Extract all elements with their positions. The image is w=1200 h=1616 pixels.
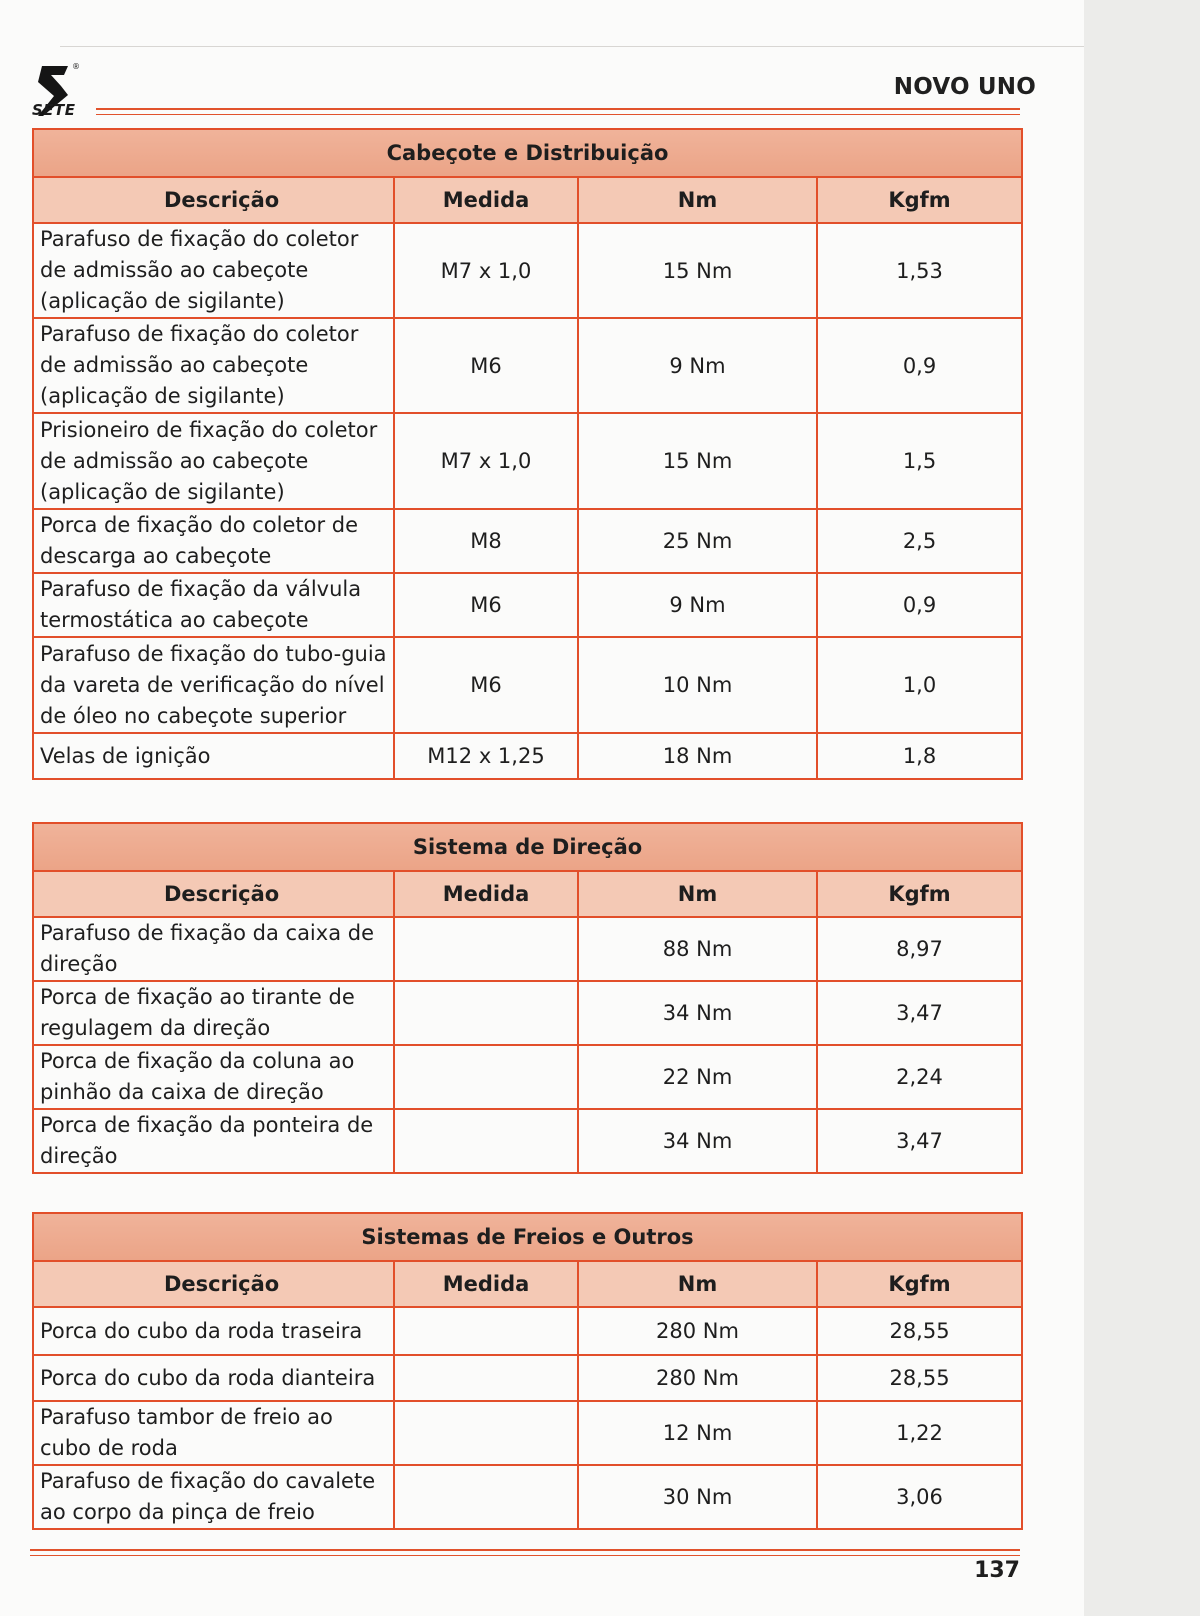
cell-kgfm: 0,9	[817, 318, 1022, 413]
table-row	[33, 1401, 1022, 1465]
cell-descricao: Parafuso de fixação do cavalete ao corpo da pinça de freio	[33, 1465, 394, 1529]
cell-medida: M8	[394, 509, 578, 573]
cell-descricao: Porca de fixação da ponteira de direção	[33, 1109, 394, 1173]
cell-kgfm: 3,47	[817, 1109, 1022, 1173]
cell-descricao: Prisioneiro de fixação do coletor de admissão ao cabeçote (aplicação de sigilante)	[33, 413, 394, 509]
cell-kgfm: 8,97	[817, 917, 1022, 981]
cell-kgfm: 2,24	[817, 1045, 1022, 1109]
table-row	[33, 1307, 1022, 1355]
cell-descricao: Porca do cubo da roda traseira	[33, 1307, 394, 1355]
table-row	[33, 1045, 1022, 1109]
footer-rule	[30, 1549, 1020, 1551]
cell-descricao: Parafuso de fixação do coletor de admissão ao cabeçote (aplicação de sigilante)	[33, 318, 394, 413]
cell-nm: 18 Nm	[578, 733, 817, 779]
cell-nm: 25 Nm	[578, 509, 817, 573]
cell-medida	[394, 1401, 578, 1465]
cell-kgfm: 2,5	[817, 509, 1022, 573]
table-row	[33, 318, 1022, 413]
table-title: Sistema de Direção	[33, 823, 1022, 871]
cell-nm: 12 Nm	[578, 1401, 817, 1465]
cell-medida	[394, 1355, 578, 1401]
cell-nm: 88 Nm	[578, 917, 817, 981]
column-header-nm: Nm	[578, 871, 817, 917]
cell-nm: 34 Nm	[578, 1109, 817, 1173]
cell-medida	[394, 917, 578, 981]
column-header-descricao: Descrição	[33, 871, 394, 917]
cell-nm: 30 Nm	[578, 1465, 817, 1529]
cell-nm: 15 Nm	[578, 223, 817, 318]
column-header-descricao: Descrição	[33, 177, 394, 223]
cell-medida: M7 x 1,0	[394, 413, 578, 509]
cell-descricao: Parafuso de fixação da válvula termostática ao cabeçote	[33, 573, 394, 637]
table-cabecote-distribuicao	[32, 128, 1023, 780]
cell-nm: 10 Nm	[578, 637, 817, 733]
column-header-kgfm: Kgfm	[817, 871, 1022, 917]
cell-descricao: Parafuso de fixação da caixa de direção	[33, 917, 394, 981]
cell-medida: M12 x 1,25	[394, 733, 578, 779]
table-row	[33, 509, 1022, 573]
table-row	[33, 1465, 1022, 1529]
cell-kgfm: 1,8	[817, 733, 1022, 779]
table-sistema-direcao	[32, 822, 1023, 1174]
cell-medida	[394, 981, 578, 1045]
cell-medida	[394, 1109, 578, 1173]
table-row	[33, 981, 1022, 1045]
cell-medida: M6	[394, 637, 578, 733]
cell-nm: 34 Nm	[578, 981, 817, 1045]
cell-nm: 22 Nm	[578, 1045, 817, 1109]
cell-kgfm: 0,9	[817, 573, 1022, 637]
cell-nm: 280 Nm	[578, 1307, 817, 1355]
cell-nm: 9 Nm	[578, 318, 817, 413]
table-row	[33, 1109, 1022, 1173]
footer-rule	[30, 1555, 1020, 1556]
table-title: Cabeçote e Distribuição	[33, 129, 1022, 177]
header-rule	[96, 108, 1020, 110]
cell-kgfm: 1,5	[817, 413, 1022, 509]
column-header-medida: Medida	[394, 177, 578, 223]
cell-nm: 280 Nm	[578, 1355, 817, 1401]
cell-descricao: Porca de fixação ao tirante de regulagem da direção	[33, 981, 394, 1045]
table-row	[33, 413, 1022, 509]
cell-medida: M7 x 1,0	[394, 223, 578, 318]
registered-mark-icon: ®	[72, 62, 80, 71]
page-edge	[1084, 0, 1200, 1616]
table-row	[33, 573, 1022, 637]
cell-descricao: Velas de ignição	[33, 733, 394, 779]
column-header-nm: Nm	[578, 177, 817, 223]
cell-kgfm: 1,22	[817, 1401, 1022, 1465]
column-header-medida: Medida	[394, 1261, 578, 1307]
cell-kgfm: 28,55	[817, 1307, 1022, 1355]
cell-medida	[394, 1307, 578, 1355]
table-freios-outros	[32, 1212, 1023, 1530]
table-row	[33, 917, 1022, 981]
page-header-title: NOVO UNO	[893, 74, 1036, 100]
column-header-nm: Nm	[578, 1261, 817, 1307]
cell-kgfm: 3,47	[817, 981, 1022, 1045]
column-header-kgfm: Kgfm	[817, 177, 1022, 223]
table-row	[33, 223, 1022, 318]
cell-kgfm: 3,06	[817, 1465, 1022, 1529]
cell-medida: M6	[394, 318, 578, 413]
column-header-kgfm: Kgfm	[817, 1261, 1022, 1307]
table-row	[33, 1355, 1022, 1401]
cell-descricao: Parafuso de fixação do coletor de admissão ao cabeçote (aplicação de sigilante)	[33, 223, 394, 318]
column-header-medida: Medida	[394, 871, 578, 917]
cell-nm: 9 Nm	[578, 573, 817, 637]
cell-kgfm: 28,55	[817, 1355, 1022, 1401]
cell-descricao: Parafuso tambor de freio ao cubo de roda	[33, 1401, 394, 1465]
cell-descricao: Parafuso de fixação do tubo-guia da vareta de verificação do nível de óleo no cabeçote superior	[33, 637, 394, 733]
table-title: Sistemas de Freios e Outros	[33, 1213, 1022, 1261]
cell-nm: 15 Nm	[578, 413, 817, 509]
page-number: 137	[974, 1558, 1020, 1583]
table-row	[33, 637, 1022, 733]
cell-descricao: Porca de fixação do coletor de descarga ao cabeçote	[33, 509, 394, 573]
cell-kgfm: 1,0	[817, 637, 1022, 733]
cell-descricao: Porca do cubo da roda dianteira	[33, 1355, 394, 1401]
cell-descricao: Porca de fixação da coluna ao pinhão da caixa de direção	[33, 1045, 394, 1109]
cell-kgfm: 1,53	[817, 223, 1022, 318]
column-header-descricao: Descrição	[33, 1261, 394, 1307]
header-rule	[96, 114, 1020, 115]
table-row	[33, 733, 1022, 779]
cell-medida	[394, 1465, 578, 1529]
logo-text: SETE	[32, 101, 76, 119]
top-rule	[60, 46, 1084, 47]
cell-medida	[394, 1045, 578, 1109]
cell-medida: M6	[394, 573, 578, 637]
